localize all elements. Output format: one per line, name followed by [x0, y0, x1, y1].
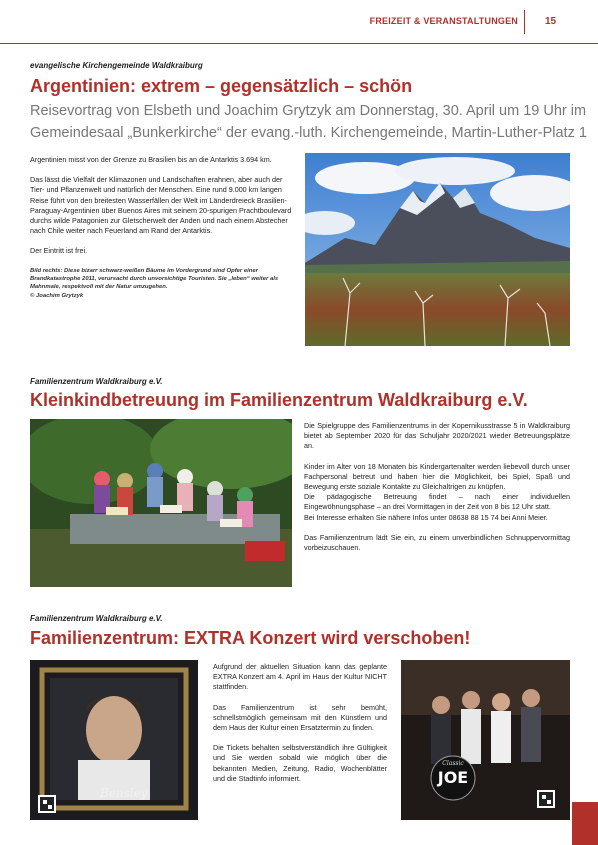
paragraph: Der Eintritt ist frei.: [30, 246, 88, 256]
paragraph: Argentinien misst von der Grenze zu Brasilien bis an die Antarktis 3.694 km.: [30, 155, 272, 164]
article3-title: Familienzentrum: EXTRA Konzert wird verschoben!: [30, 628, 471, 648]
page-number: 15: [545, 16, 557, 27]
paragraph: Die Spielgruppe des Familienzentrums in der Kopernikusstrasse 5 in Waldkraiburg bietet ab September 2020 für das Schuljahr 2020/2021 wieder Betreuungsplätze an.: [304, 421, 570, 451]
section-title: FREIZEIT & VERANSTALTUNGEN: [369, 16, 518, 26]
header-rule: [0, 43, 598, 44]
article1-subtitle-line2: Gemeindesaal „Bunkerkirche“ der evang.-luth. Kirchengemeinde, Martin-Luther-Platz 1: [30, 125, 587, 141]
paragraph: Bei Interesse erhalten Sie nähere Infos unter 08638 88 15 74 bei Anni Meier.: [304, 512, 548, 522]
children-photo: [30, 419, 292, 587]
poster-signature: Bensley: [100, 786, 148, 800]
article3-body: [213, 662, 387, 794]
article2-kicker: Familienzentrum Waldkraiburg e.V.: [30, 377, 163, 386]
photo-caption: Bild rechts: Diese bizarr schwarz-weißen Bäume im Vordergrund sind Opfer einer Brandkatastrophe 2011, verursacht durch unvorsichtige Touristen. Sie „leben“ weiter als Mahnmale, respektvoll mit der Natur umzugehen.: [30, 267, 279, 291]
artist-poster-left: [30, 660, 198, 820]
band-logo-small: Classic: [442, 760, 464, 767]
paragraph: Das Familienzentrum lädt Sie ein, zu einem unverbindlichen Schnuppervormittag vorbeizuschauen.: [304, 532, 570, 553]
article1-title: Argentinien: extrem – gegensätzlich – schön: [30, 76, 413, 96]
band-logo: JOE: [437, 768, 469, 787]
paragraph: Die pädagogische Betreuung findet – nach einer individuellen Eingewöhnungsphase – an drei Vormittagen in der Zeit von 8 bis 12 Uhr statt.: [304, 492, 570, 512]
article3-kicker: Familienzentrum Waldkraiburg e.V.: [30, 614, 163, 623]
header-divider: [524, 10, 525, 34]
patagonia-photo: [305, 153, 570, 346]
photo-credit: © Joachim Grytzyk: [30, 292, 84, 299]
band-poster-right: [401, 660, 570, 820]
article2-title: Kleinkindbetreuung im Familienzentrum Waldkraiburg e.V.: [30, 390, 528, 410]
paragraph: Das lässt die Vielfalt der Klimazonen und Landschaften erahnen, aber auch der Tier- und Pflanzenwelt und natürlich der Menschen. Eine rund 9.000 km langen Reise führt von den breitesten Wasserfällen der Welt im Länderdreieck Brasilien-Paraguay-Argentinien über Buenos Aires mit seinem 20-spurigen Prachtboulevard durchs wilde Patagonien zur Gletscherwelt der Anden und nach einem Abstecher nach Chile weiter nach Feuerland am Rand der Antarktis.: [30, 175, 292, 236]
corner-accent: [572, 802, 598, 845]
article1-subtitle-line1: Reisevortrag von Elsbeth und Joachim Grytzyk am Donnerstag, 30. April um 19 Uhr im: [30, 103, 587, 119]
paragraph: Aufgrund der aktuellen Situation kann das geplante EXTRA Konzert am 4. April im Haus der Kultur NICHT stattfinden.: [213, 662, 387, 692]
paragraph: Das Familienzentrum ist sehr bemüht, schnellstmöglich gemeinsam mit den Künstlern und dem Haus der Kultur einen Ersatztermin zu finden.: [213, 702, 387, 733]
article1-subtitle: [30, 100, 587, 144]
article1-kicker: evangelische Kirchengemeinde Waldkraiburg: [30, 61, 203, 70]
article2-body: [304, 421, 570, 563]
paragraph: Kinder im Alter von 18 Monaten bis Kindergartenalter werden liebevoll durch unser Fachpersonal betreut und haben hier die Möglichkeit, bei Spiel, Spaß und Bewegung erste soziale Kontakte zu Gleichaltrigen zu knüpfen.: [304, 461, 570, 492]
article1-body: [30, 155, 292, 300]
paragraph: Die Tickets behalten selbstverständlich ihre Gültigkeit und Sie werden sobald wie möglich über die bekannten Medien, Zeitung, Radio, Wochenblätter und die Stadtinfo informiert.: [213, 743, 387, 783]
